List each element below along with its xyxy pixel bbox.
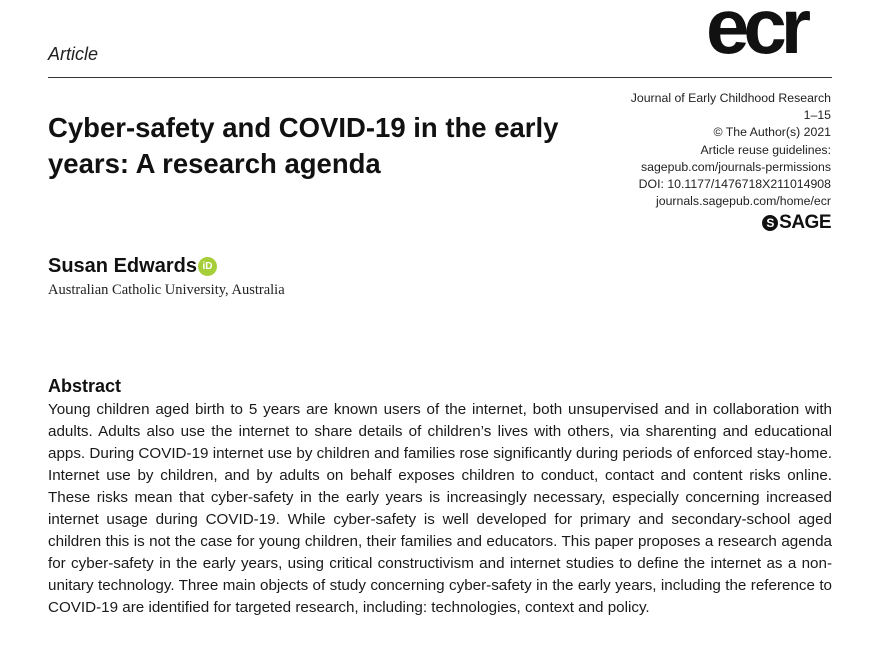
permissions-link[interactable]: sagepub.com/journals-permissions bbox=[640, 159, 831, 174]
journal-homepage-link[interactable]: journals.sagepub.com/home/ecr bbox=[656, 194, 831, 209]
header-rule bbox=[48, 77, 832, 78]
author-line bbox=[48, 255, 217, 278]
page-range: 1–15 bbox=[803, 108, 831, 123]
publisher-logo-text: SAGE bbox=[779, 212, 831, 234]
reuse-guidelines-label: Article reuse guidelines: bbox=[700, 142, 831, 157]
abstract-heading: Abstract bbox=[48, 376, 122, 396]
journal-logo: ecr bbox=[706, 0, 806, 70]
author-affiliation: Australian Catholic University, Australia bbox=[48, 282, 285, 298]
journal-name: Journal of Early Childhood Research bbox=[630, 91, 831, 105]
publisher-logo bbox=[762, 212, 831, 234]
doi[interactable]: DOI: 10.1177/1476718X211014908 bbox=[638, 177, 831, 192]
author-name: Susan Edwards bbox=[48, 255, 197, 277]
orcid-icon[interactable]: iD bbox=[198, 257, 217, 276]
article-type-label: Article bbox=[48, 44, 99, 64]
abstract-text: Young children aged birth to 5 years are known users of the internet, both unsupervised and in collaboration with adults. Adults also use the internet to share details of children’s lives with others, via sharenting and educational apps. During COVID-19 internet use by children and families rose significantly during periods of enforced stay-home. Internet use by children, and by adults on behalf exposes children to conduct, contact and content risks online. These risks mean that cyber-safety in the early years is increasingly necessary, especially concerning increased internet usage during COVID-19. While cyber-safety is well developed for primary and secondary-school aged children this is not the case for young children, their families and educators. This paper proposes a research agenda for cyber-safety in the early years, using critical constructivism and internet studies to define the internet as a non-unitary technology. Three main objects of study concerning cyber-safety in the early years, including the reference to COVID-19 are identified for targeted research, including: technologies, context and policy. bbox=[48, 401, 832, 616]
copyright: © The Author(s) 2021 bbox=[713, 125, 831, 140]
sage-mark-icon: S bbox=[762, 215, 778, 231]
article-title: Cyber-safety and COVID-19 in the early years: A research agenda bbox=[48, 112, 559, 179]
